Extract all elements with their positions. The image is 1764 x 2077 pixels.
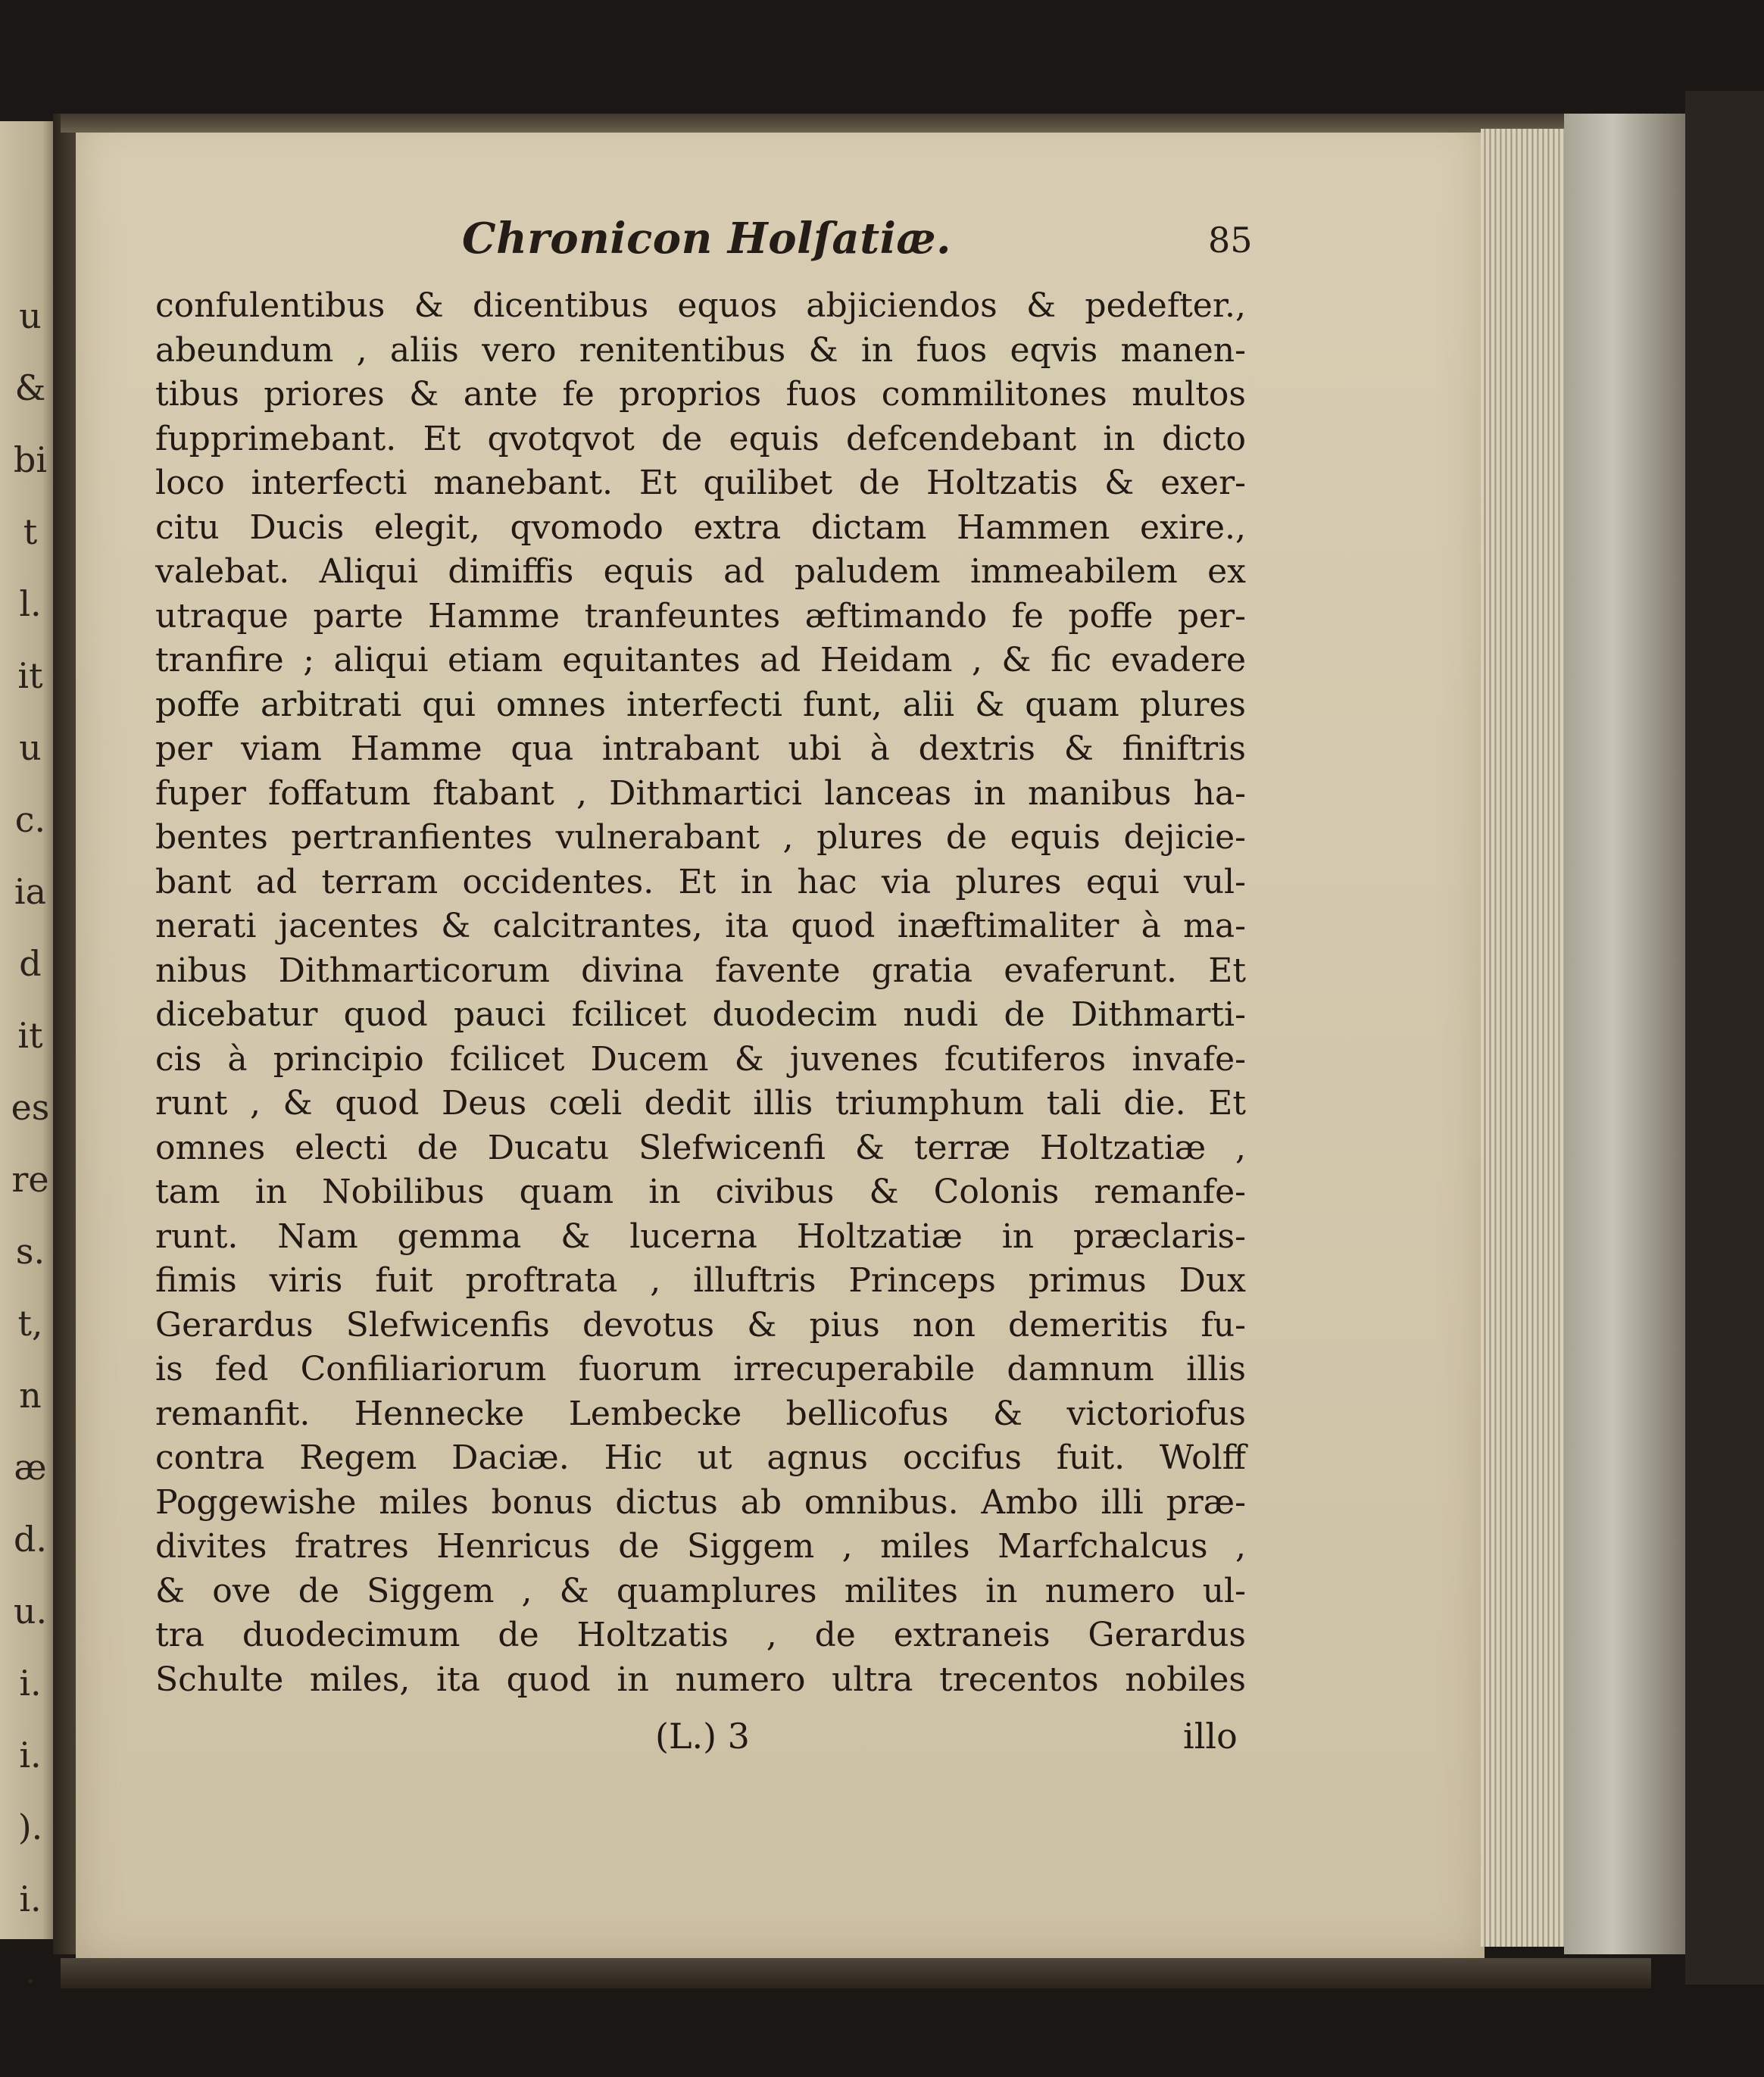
text-line: tranfire ; aliqui etiam equitantes ad Heidam , & fic evadere [155,641,1246,679]
text-line: divites fratres Henricus de Siggem , miles Marfchalcus , [155,1527,1246,1566]
facing-page-fragment: æ [14,1447,47,1488]
page-stack-edges [1481,129,1564,1947]
facing-page-fragment: c. [14,799,46,840]
text-line: fimis viris fuit proftrata , illuftris Princeps primus Dux [155,1261,1246,1300]
text-line: is fed Confiliariorum fuorum irrecuperabile damnum illis [155,1350,1246,1388]
facing-page-fragment: it [17,1015,43,1056]
text-line: utraque parte Hamme tranfeuntes æftimando fe poffe per- [155,596,1246,636]
facing-page-fragment: d [19,943,42,984]
running-head: Chronicon Holſatiæ. [462,214,952,264]
text-line: nerati jacentes & calcitrantes, ita quod inæftimaliter à ma- [155,907,1246,945]
facing-page-edge [0,121,61,1991]
text-line: contra Regem Daciæ. Hic ut agnus occifus fuit. Wolff [155,1438,1246,1477]
facing-page-fragment: d. [13,1519,48,1560]
text-line: tibus priores & ante fe proprios fuos commilitones multos [155,375,1246,414]
page-bottom-edge [61,1958,1651,1988]
page-number: 85 [1208,220,1253,261]
catchword: illo [1183,1716,1238,1757]
text-line: confulentibus & dicentibus equos abjiciendos & pedefter., [155,286,1246,325]
text-line: bentes pertranfientes vulnerabant , plures de equis dejicie- [155,818,1246,857]
facing-page-fragment: ia [14,871,47,912]
text-line: & ove de Siggem , & quamplures milites in numero ul- [155,1571,1246,1610]
text-line: per viam Hamme qua intrabant ubi à dextris & finiftris [155,729,1246,768]
text-line: fuper foffatum ftabant , Dithmartici lanceas in manibus ha- [155,773,1246,813]
facing-page-fragment: u [19,295,42,336]
facing-page-fragment: t [23,511,38,552]
facing-page-fragment: l. [19,583,42,624]
facing-page-fragment: es [11,1087,50,1128]
facing-page-fragment: s. [15,1231,45,1272]
facing-page-fragment: i. [19,1879,42,1919]
facing-page-fragment: t, [17,1303,43,1344]
facing-page-fragment: n [19,1375,42,1416]
text-line: dicebatur quod pauci fcilicet duodecim nudi de Dithmarti- [155,995,1246,1034]
text-line: poffe arbitrati qui omnes interfecti funt, alii & quam plures [155,685,1246,724]
text-line: tra duodecimum de Holtzatis , de extraneis Gerardus [155,1616,1246,1654]
text-line: abeundum , aliis vero renitentibus & in fuos eqvis manen- [155,330,1246,370]
book-cover-edge [1564,114,1685,1954]
text-line: citu Ducis elegit, qvomodo extra dictam Hammen exire., [155,508,1246,547]
facing-page-fragment: i. [19,1663,42,1704]
text-line: runt , & quod Deus cœli dedit illis triumphum tali die. Et [155,1084,1246,1123]
text-line: tam in Nobilibus quam in civibus & Colonis remanfe- [155,1173,1246,1211]
text-line: runt. Nam gemma & lucerna Holtzatiæ in præclaris- [155,1217,1246,1256]
page-top-edge [61,114,1681,133]
facing-page-fragment: bi [13,439,48,480]
text-line: Gerardus Slefwicenfis devotus & pius non demeritis fu- [155,1305,1246,1345]
text-line: remanfit. Hennecke Lembecke bellicofus & victoriofus [155,1394,1246,1433]
facing-page-fragment: u. [13,1591,48,1632]
facing-page-fragment: & [14,367,46,408]
text-line: loco interfecti manebant. Et quilibet de Holtzatis & exer- [155,464,1246,502]
body-text [155,284,1246,1702]
facing-page-fragment: ). [17,1807,43,1847]
background-dark [1685,91,1764,1985]
facing-page-fragment: it [17,655,43,696]
text-line: bant ad terram occidentes. Et in hac via plures equi vul- [155,862,1246,901]
text-line: Schulte miles, ita quod in numero ultra trecentos nobiles [155,1660,1246,1699]
text-line: valebat. Aliqui dimiffis equis ad paludem immeabilem ex [155,552,1246,591]
text-line: nibus Dithmarticorum divina favente gratia evaferunt. Et [155,951,1246,990]
facing-page-fragment: i. [19,1735,42,1776]
facing-page-fragment: u [19,727,42,768]
text-line: Poggewishe miles bonus dictus ab omnibus. Ambo illi præ- [155,1482,1246,1522]
signature-mark: (L.) 3 [655,1716,750,1757]
text-line: omnes electi de Ducatu Slefwicenfi & terræ Holtzatiæ , [155,1128,1246,1167]
text-line: fupprimebant. Et qvotqvot de equis defcendebant in dicto [155,419,1246,458]
text-line: cis à principio fcilicet Ducem & juvenes fcutiferos invafe- [155,1039,1246,1079]
facing-page-fragment: re [11,1159,49,1200]
facing-page-fragment: . [24,1951,36,1991]
